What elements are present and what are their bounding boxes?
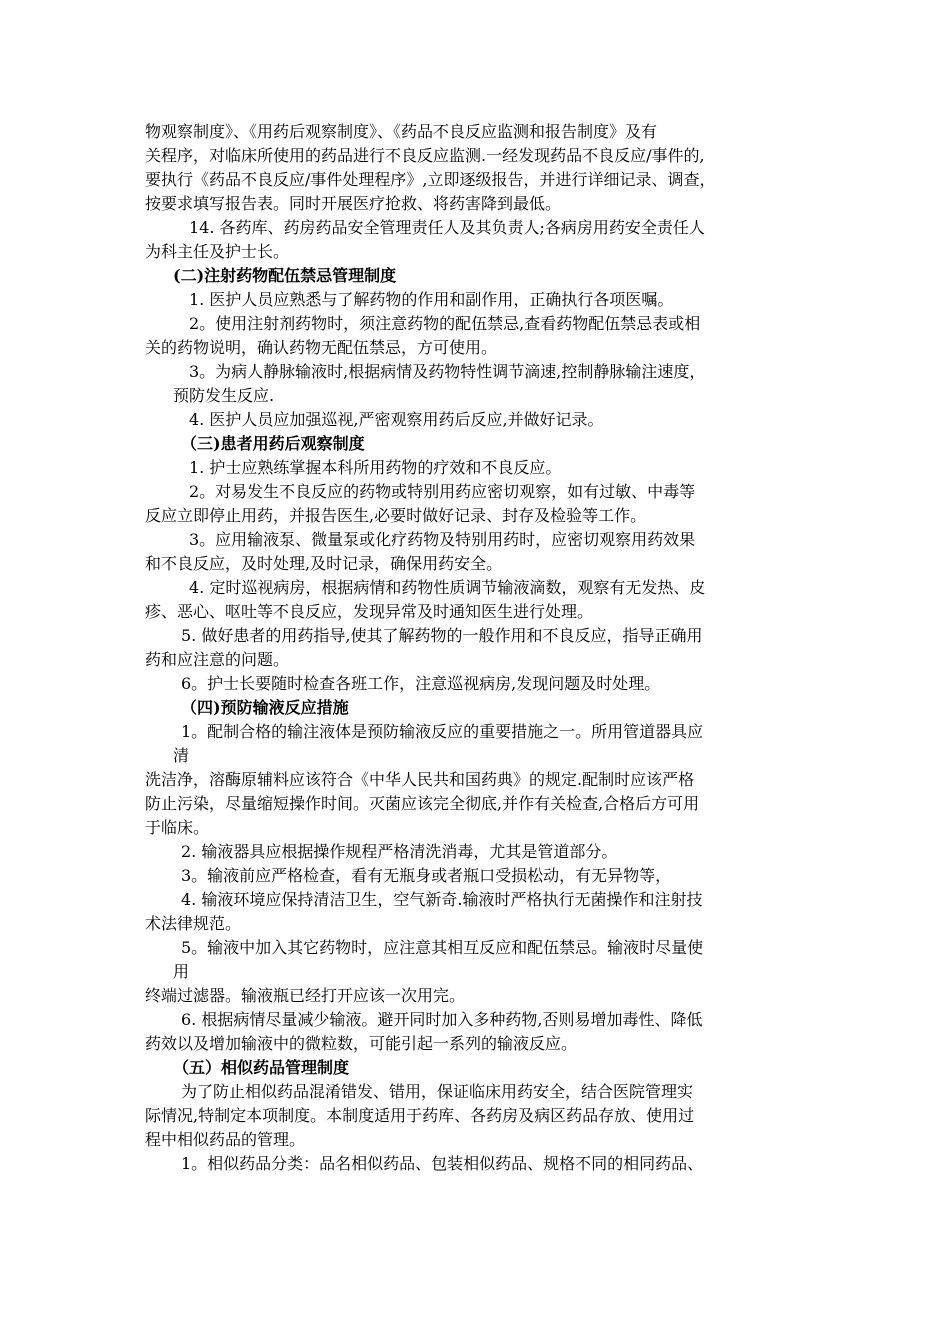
text-line: 药效以及增加输液中的微粒数，可能引起一系列的输液反应。 [145,1034,578,1053]
text-line: 4. 输液环境应保持清洁卫生，空气新奇.输液时严格执行无菌操作和注射技 [181,890,703,909]
text-line: 2. 输液器具应根据操作规程严格清洗消毒，尤其是管道部分。 [181,842,618,861]
section-heading: (二)注射药物配伍禁忌管理制度 [173,266,397,285]
text-line: 3。输液前应严格检查，看有无瓶身或者瓶口受损松动，有无异物等， [181,866,672,885]
text-line: 终端过滤器。输液瓶已经打开应该一次用完。 [145,986,466,1005]
text-line: 5。输液中加入其它药物时，应注意其相互反应和配伍禁忌。输液时尽量使 [181,938,704,957]
text-line: 关程序，对临床所使用的药品进行不良反应监测.一经发现药品不良反应/事件的, [145,146,705,165]
text-line: 为科主任及护士长。 [145,242,290,261]
text-line: 5. 做好患者的用药指导,使其了解药物的一般作用和不良反应，指导正确用 [181,626,703,645]
text-line: 6. 根据病情尽量减少输液。避开同时加入多种药物,否则易增加毒性、降低 [181,1010,703,1029]
text-line: 清 [173,746,190,765]
text-line: 药和应注意的问题。 [145,650,290,669]
document-body [145,120,810,1176]
text-line: 预防发生反应. [173,386,275,405]
text-line: 1。相似药品分类：品名相似药品、包装相似药品、规格不同的相同药品、 [181,1154,704,1173]
text-line: 疹、恶心、呕吐等不良反应，发现异常及时通知医生进行处理。 [145,602,594,621]
text-line: 际情况,特制定本项制度。本制度适用于药库、各药房及病区药品存放、使用过 [145,1106,695,1125]
text-line: 和不良反应，及时处理,及时记录，确保用药安全。 [145,554,503,573]
text-line: 物观察制度》、《用药后观察制度》、《药品不良反应监测和报告制度》及有 [145,122,658,141]
text-line: 为了防止相似药品混淆错发、错用，保证临床用药安全，结合医院管理实 [181,1082,694,1101]
text-line: 要执行《药品不良反应/事件处理程序》,立即逐级报告，并进行详细记录、调查， [145,170,716,189]
text-line: 程中相似药品的管理。 [145,1130,306,1149]
text-line: 用 [173,962,190,981]
text-line: 2。使用注射剂药物时，须注意药物的配伍禁忌,查看药物配伍禁忌表或相 [189,314,701,333]
text-line: 14. 各药库、药房药品安全管理责任人及其负责人;各病房用药安全责任人 [189,218,705,237]
text-line: 关的药物说明，确认药物无配伍禁忌，方可使用。 [145,338,498,357]
section-heading: （四)预防输液反应措施 [181,698,349,717]
text-line: 4. 医护人员应加强巡视,严密观察用药后反应,并做好记录。 [189,410,604,429]
text-line: 于临床。 [145,818,210,837]
text-line: 1. 医护人员应熟悉与了解药物的作用和副作用，正确执行各项医嘱。 [189,290,674,309]
text-line: 防止污染，尽量缩短操作时间。灭菌应该完全彻底,并作有关检查,合格后方可用 [145,794,700,813]
text-line: 洗洁净，溶酶原辅料应该符合《中华人民共和国药典》的规定.配制时应该严格 [145,770,695,789]
text-line: 6。护士长要随时检查各班工作，注意巡视病房,发现问题及时处理。 [181,674,661,693]
section-heading: （三)患者用药后观察制度 [181,434,365,453]
text-line: 术法律规范。 [145,914,242,933]
text-line: 2。对易发生不良反应的药物或特别用药应密切观察，如有过敏、中毒等 [189,482,696,501]
section-heading: （五）相似药品管理制度 [173,1058,350,1077]
text-line: 1. 护士应熟练掌握本科所用药物的疗效和不良反应。 [189,458,562,477]
text-line: 3。应用输液泵、微量泵或化疗药物及特别用药时，应密切观察用药效果 [189,530,696,549]
text-line: 1。配制合格的输注液体是预防输液反应的重要措施之一。所用管道器具应 [181,722,704,741]
text-line: 按要求填写报告表。同时开展医疗抢救、将药害降到最低。 [145,194,562,213]
text-line: 反应立即停止用药，并报告医生,必要时做好记录、封存及检验等工作。 [145,506,647,525]
text-line: 3。为病人静脉输液时,根据病情及药物特性调节滴速,控制静脉输注速度， [189,362,706,381]
text-line: 4. 定时巡视病房，根据病情和药物性质调节输液滴数，观察有无发热、皮 [189,578,706,597]
